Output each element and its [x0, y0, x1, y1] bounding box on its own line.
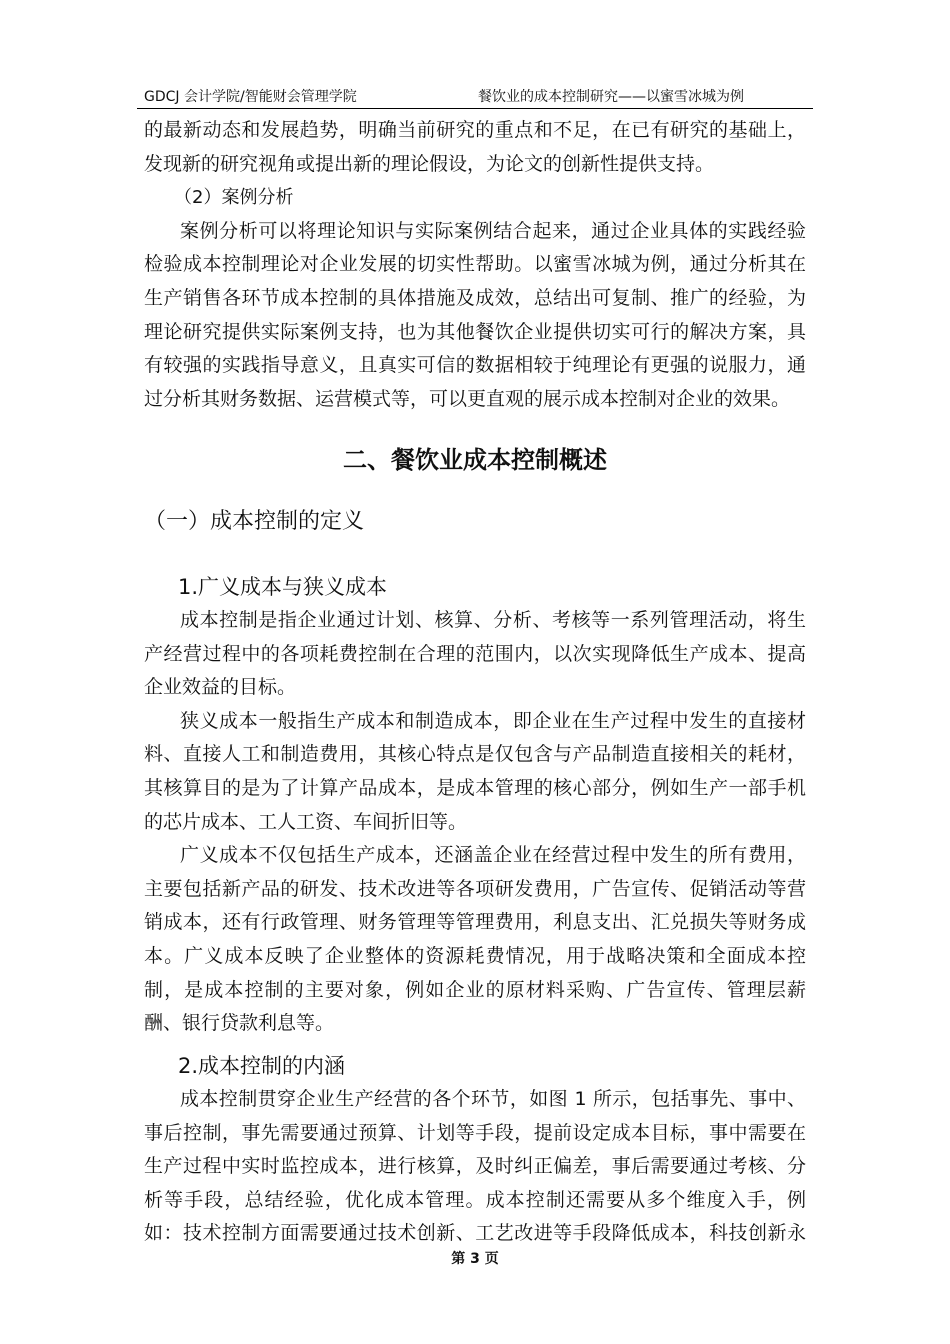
- text-line: 检验成本控制理论对企业发展的切实性帮助。以蜜雪冰城为例，通过分析其在: [144, 253, 806, 276]
- text-line: 案例分析可以将理论知识与实际案例结合起来，通过企业具体的实践经验: [180, 219, 806, 242]
- text-line: 的最新动态和发展趋势，明确当前研究的重点和不足，在已有研究的基础上，: [144, 119, 806, 141]
- text-line: 发现新的研究视角或提出新的理论假设，为论文的创新性提供支持。: [144, 152, 715, 175]
- chapter-title: 二、餐饮业成本控制概述: [343, 446, 607, 474]
- text-line: 企业效益的目标。: [144, 676, 297, 699]
- subsection-title-1: 1.广义成本与狭义成本: [178, 575, 388, 599]
- text-line: 本。广义成本反映了企业整体的资源耗费情况，用于战略决策和全面成本控: [144, 944, 806, 967]
- text-line: 广义成本不仅包括生产成本，还涵盖企业在经营过程中发生的所有费用，: [180, 844, 806, 867]
- text-line: 生产过程中实时监控成本，进行核算，及时纠正偏差，事后需要通过考核、分: [144, 1155, 806, 1178]
- header-paper-title: 餐饮业的成本控制研究——以蜜雪冰城为例: [478, 89, 744, 105]
- text-line: 事后控制，事先需要通过预算、计划等手段，提前设定成本目标，事中需要在: [144, 1121, 806, 1144]
- header-institution: GDCJ 会计学院/智能财会管理学院: [144, 89, 357, 105]
- header-divider: [137, 108, 813, 109]
- text-line: 主要包括新产品的研发、技术改进等各项研发费用，广告宣传、促销活动等营: [144, 877, 806, 900]
- page-number: 第 3 页: [451, 1251, 499, 1267]
- text-line: 成本控制是指企业通过计划、核算、分析、考核等一系列管理活动，将生: [180, 609, 806, 631]
- case-analysis-heading: （2）案例分析: [174, 187, 294, 209]
- text-line: 有较强的实践指导意义，且真实可信的数据相较于纯理论有更强的说服力，通: [144, 354, 806, 377]
- text-line: 理论研究提供实际案例支持，也为其他餐饮企业提供切实可行的解决方案，具: [144, 320, 806, 343]
- text-line: 过分析其财务数据、运营模式等，可以更直观的展示成本控制对企业的效果。: [144, 387, 791, 410]
- text-line: 料、直接人工和制造费用，其核心特点是仅包含与产品制造直接相关的耗材，: [144, 743, 806, 766]
- text-line: 制，是成本控制的主要对象，例如企业的原材料采购、广告宣传、管理层薪: [144, 978, 806, 1001]
- intro-paragraph: [144, 114, 806, 416]
- text-line: 其核算目的是为了计算产品成本，是成本管理的核心部分，例如生产一部手机: [144, 776, 806, 799]
- text-line: 如：技术控制方面需要通过技术创新、工艺改进等手段降低成本，科技创新永: [144, 1222, 806, 1245]
- section-title: （一）成本控制的定义: [144, 509, 365, 534]
- text-line: 酬、银行贷款利息等。: [144, 1012, 335, 1035]
- connotation-paragraph: [144, 1083, 806, 1251]
- text-line: 狭义成本一般指生产成本和制造成本，即企业在生产过程中发生的直接材: [180, 709, 806, 732]
- text-line: 产经营过程中的各项耗费控制在合理的范围内，以次实现降低生产成本、提高: [144, 642, 806, 665]
- text-line: 的芯片成本、工人工资、车间折旧等。: [144, 810, 468, 833]
- text-line: 销成本，还有行政管理、财务管理等管理费用，利息支出、汇兑损失等财务成: [144, 911, 806, 934]
- subsection-title-2: 2.成本控制的内涵: [178, 1054, 346, 1078]
- text-line: 生产销售各环节成本控制的具体措施及成效，总结出可复制、推广的经验，为: [144, 286, 806, 309]
- definition-paragraphs: [144, 604, 806, 1041]
- text-line: 成本控制贯穿企业生产经营的各个环节，如图 1 所示，包括事先、事中、: [180, 1088, 806, 1110]
- text-line: 析等手段，总结经验，优化成本管理。成本控制还需要从多个维度入手，例: [144, 1188, 806, 1211]
